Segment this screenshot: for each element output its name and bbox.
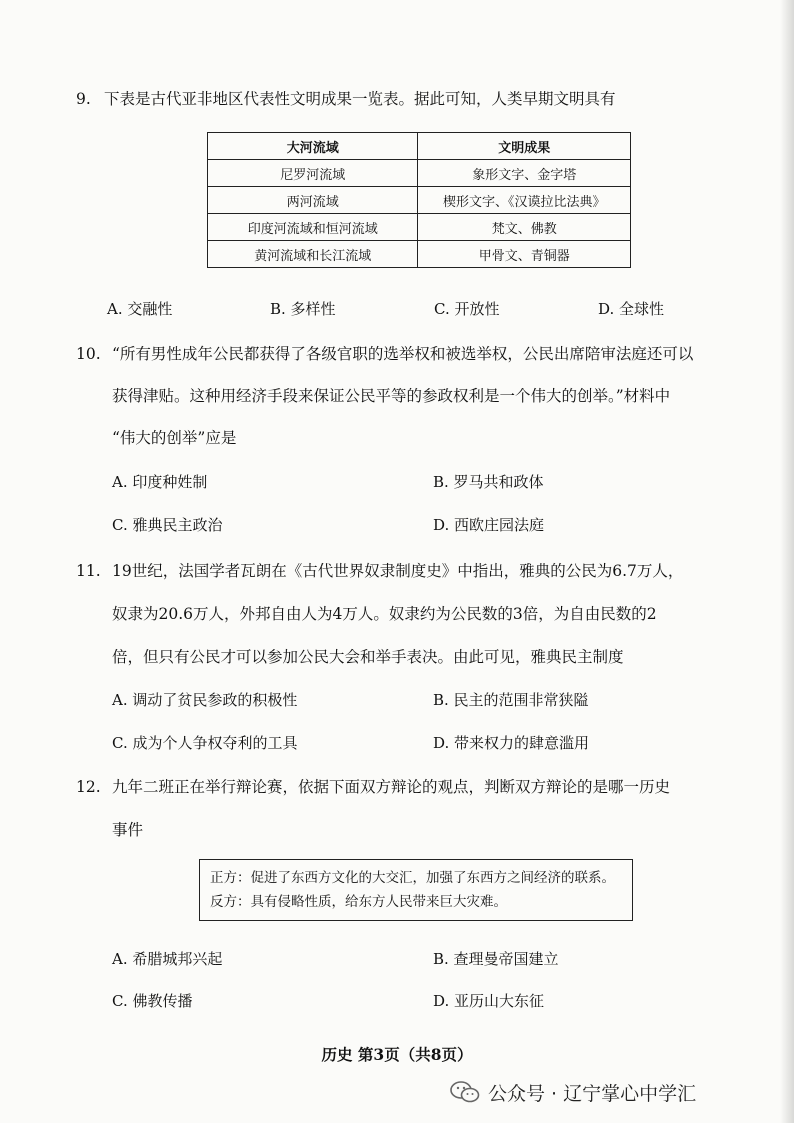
table-row [208, 241, 631, 268]
watermark [450, 1077, 696, 1107]
q9-civilization-table [207, 132, 631, 268]
q10-line-1: “所有男性成年公民都获得了各级官职的选举权和被选举权，公民出席陪审法庭还可以 [112, 345, 694, 363]
table-cell: 黄河流域和长江流域 [208, 241, 418, 268]
q11-option-b: B. 民主的范围非常狭隘 [433, 691, 589, 709]
page-footer: 历史 第3页（共8页） [321, 1045, 473, 1064]
table-cell: 甲骨文、青铜器 [418, 241, 631, 268]
q10-option-c: C. 雅典民主政治 [112, 516, 223, 534]
q10-line-2: 获得津贴。这种用经济手段来保证公民平等的参政权利是一个伟大的创举。”材料中 [112, 387, 671, 405]
q12-debate-box [199, 859, 633, 921]
q12-option-d: D. 亚历山大东征 [433, 992, 545, 1010]
q9-option-a: A. 交融性 [107, 300, 173, 318]
debate-pro-side: 正方：促进了东西方文化的大交汇，加强了东西方之间经济的联系。 [210, 870, 615, 886]
page-edge-shadow [780, 0, 794, 1123]
q12-number: 12. [76, 778, 101, 796]
q12-line-2: 事件 [112, 821, 144, 839]
q12-option-b: B. 查理曼帝国建立 [433, 950, 559, 968]
q11-option-d: D. 带来权力的肆意滥用 [433, 734, 590, 752]
q12-option-c: C. 佛教传播 [112, 992, 193, 1010]
q9-number: 9. [76, 90, 91, 108]
q11-line-3: 倍，但只有公民才可以参加公民大会和举手表决。由此可见，雅典民主制度 [112, 648, 624, 666]
q9-option-b: B. 多样性 [270, 300, 336, 318]
table-cell: 印度河流域和恒河流域 [208, 214, 418, 241]
table-row [208, 160, 631, 187]
table-header-row [208, 133, 631, 160]
table-row [208, 214, 631, 241]
q10-option-a: A. 印度种姓制 [112, 473, 208, 491]
q9-option-c: C. 开放性 [434, 300, 500, 318]
q11-line-2: 奴隶为20.6万人，外邦自由人为4万人。奴隶约为公民数的3倍，为自由民数的2 [112, 605, 657, 623]
q12-line-1: 九年二班正在举行辩论赛，依据下面双方辩论的观点，判断双方辩论的是哪一历史 [112, 778, 671, 796]
q10-option-d: D. 西欧庄园法庭 [433, 516, 545, 534]
table-cell: 楔形文字、《汉谟拉比法典》 [418, 187, 631, 214]
q11-option-a: A. 调动了贫民参政的积极性 [112, 691, 298, 709]
debate-con-side: 反方：具有侵略性质，给东方人民带来巨大灾难。 [210, 894, 507, 910]
q11-option-c: C. 成为个人争权夺利的工具 [112, 734, 298, 752]
watermark-text: 公众号 · 辽宁掌心中学汇 [488, 1082, 697, 1105]
q11-number: 11. [76, 562, 101, 580]
q12-option-a: A. 希腊城邦兴起 [112, 950, 223, 968]
q10-number: 10. [76, 345, 101, 363]
table-cell: 梵文、佛教 [418, 214, 631, 241]
table-cell: 尼罗河流域 [208, 160, 418, 187]
table-cell: 两河流域 [208, 187, 418, 214]
table-header-cell: 文明成果 [418, 133, 631, 160]
wechat-icon [450, 1080, 480, 1104]
q9-stem: 下表是古代亚非地区代表性文明成果一览表。据此可知，人类早期文明具有 [104, 90, 616, 108]
table-row [208, 187, 631, 214]
table-cell: 象形文字、金字塔 [418, 160, 631, 187]
q11-line-1: 19世纪，法国学者瓦朗在《古代世界奴隶制度史》中指出，雅典的公民为6.7万人， [112, 562, 684, 580]
table-header-cell: 大河流域 [208, 133, 418, 160]
q9-option-d: D. 全球性 [598, 300, 665, 318]
q10-line-3: “伟大的创举”应是 [112, 429, 237, 447]
q10-option-b: B. 罗马共和政体 [433, 473, 544, 491]
